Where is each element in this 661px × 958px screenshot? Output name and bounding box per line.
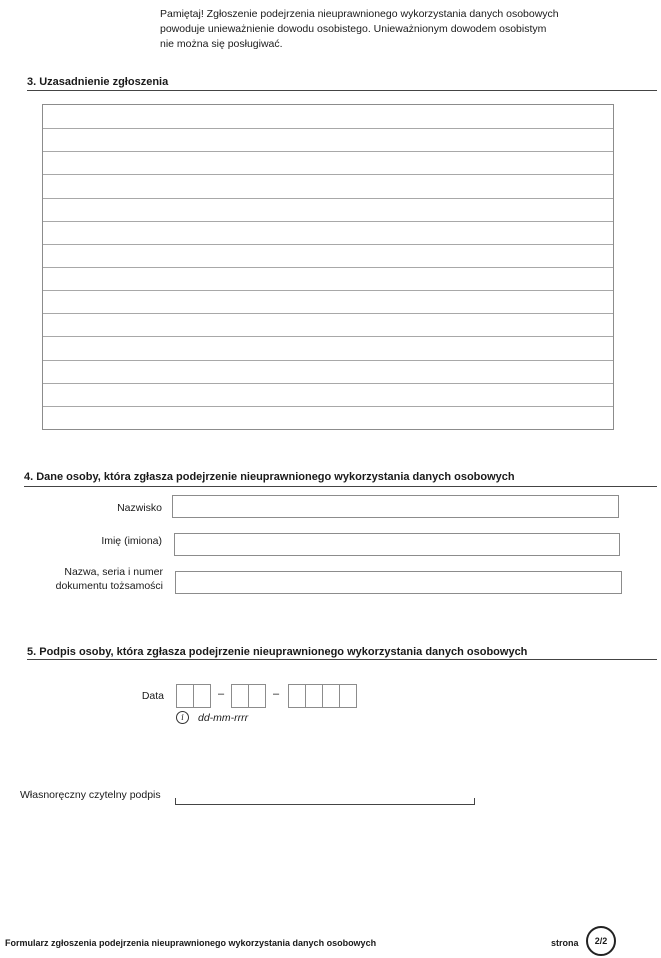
- justification-ruled-line: [43, 267, 613, 268]
- justification-ruled-line: [43, 290, 613, 291]
- date-year-digit-2[interactable]: [305, 684, 323, 708]
- date-year-digit-1[interactable]: [288, 684, 306, 708]
- justification-ruled-line: [43, 174, 613, 175]
- signature-label: Własnoręczny czytelny podpis: [20, 789, 161, 801]
- first-name-input[interactable]: [174, 533, 620, 556]
- date-year-digit-4[interactable]: [339, 684, 357, 708]
- section-3-title: 3. Uzasadnienie zgłoszenia: [27, 76, 169, 88]
- id-document-label: [40, 565, 163, 593]
- footer-form-title: Formularz zgłoszenia podejrzenia nieuprawnionego wykorzystania danych osobowych: [5, 938, 377, 948]
- surname-label: Nazwisko: [117, 502, 162, 514]
- first-name-label: Imię (imiona): [101, 535, 162, 547]
- justification-ruled-line: [43, 151, 613, 152]
- justification-ruled-line: [43, 128, 613, 129]
- date-separator-1: –: [218, 688, 225, 700]
- id-document-input[interactable]: [175, 571, 622, 594]
- signature-line[interactable]: [175, 798, 475, 805]
- notice-line-1: Pamiętaj! Zgłoszenie podejrzenia nieuprawnionego wykorzystania danych osobowych: [160, 8, 559, 20]
- date-year-digit-3[interactable]: [322, 684, 340, 708]
- section-5-title: 5. Podpis osoby, która zgłasza podejrzenie nieuprawnionego wykorzystania danych osobowych: [27, 646, 528, 658]
- justification-ruled-line: [43, 360, 613, 361]
- section-5-rule: [27, 659, 657, 660]
- notice-line-3: nie można się posługiwać.: [160, 38, 283, 50]
- date-month-digit-1[interactable]: [231, 684, 249, 708]
- notice-line-2: powoduje unieważnienie dowodu osobistego. Unieważnionym dowodem osobistym: [160, 23, 547, 35]
- notice-text: [160, 7, 580, 52]
- surname-input[interactable]: [172, 495, 619, 518]
- date-format-hint: dd-mm-rrrr: [198, 712, 249, 724]
- justification-ruled-line: [43, 313, 613, 314]
- id-document-label-line-1: Nazwa, seria i numer: [64, 566, 163, 578]
- info-icon: i: [176, 711, 189, 724]
- justification-ruled-line: [43, 406, 613, 407]
- justification-ruled-line: [43, 244, 613, 245]
- justification-ruled-line: [43, 198, 613, 199]
- date-day-digit-1[interactable]: [176, 684, 194, 708]
- justification-ruled-line: [43, 383, 613, 384]
- page-number-badge: 2/2: [586, 926, 616, 956]
- date-label: Data: [141, 690, 164, 702]
- section-4-rule: [24, 486, 657, 487]
- footer-page-label: strona: [551, 938, 579, 948]
- justification-textarea[interactable]: [42, 104, 614, 430]
- section-4-title: 4. Dane osoby, która zgłasza podejrzenie nieuprawnionego wykorzystania danych osobowych: [24, 471, 515, 483]
- id-document-label-line-2: dokumentu tożsamości: [55, 580, 163, 592]
- section-3-rule: [27, 90, 657, 91]
- date-separator-2: –: [273, 688, 280, 700]
- justification-ruled-line: [43, 221, 613, 222]
- date-month-digit-2[interactable]: [248, 684, 266, 708]
- date-day-digit-2[interactable]: [193, 684, 211, 708]
- justification-ruled-line: [43, 336, 613, 337]
